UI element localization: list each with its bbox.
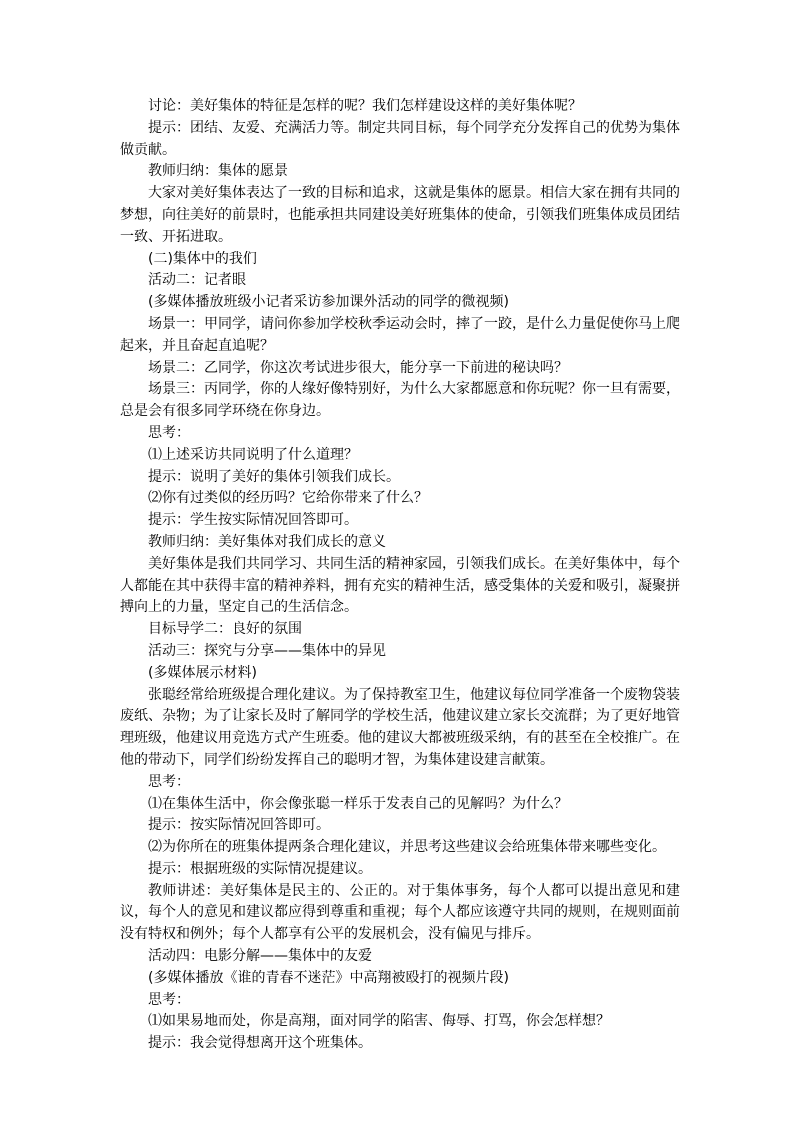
paragraph-question: ⑵你有过类似的经历吗？它给你带来了什么？ xyxy=(148,490,428,507)
paragraph-hint: 提示：根据班级的实际情况提建议。 xyxy=(148,860,372,877)
paragraph-teacher-summary: 教师归纳：美好集体对我们成长的意义 xyxy=(148,533,386,550)
paragraph-body: 美好集体是我们共同学习、共同生活的精神家园，引领我们成长。在美好集体中，每个人都能在其中获得丰富的精神养料，拥有充实的精神生活，感受集体的关爱和吸引，凝聚拼搏向上的力量，坚定自己的生活信念。 xyxy=(120,555,680,616)
paragraph-media-note: (多媒体播放班级小记者采访参加课外活动的同学的微视频) xyxy=(148,294,509,311)
paragraph-activity: 活动三：探究与分享——集体中的异见 xyxy=(148,642,386,659)
paragraph-activity: 活动二：记者眼 xyxy=(148,272,246,289)
paragraph-think: 思考： xyxy=(148,991,190,1008)
section-heading: 目标导学二：良好的氛围 xyxy=(148,621,302,638)
paragraph-scene: 场景一：甲同学，请问你参加学校秋季运动会时，摔了一跤，是什么力量促使你马上爬起来，并且奋起直追呢？ xyxy=(120,315,680,354)
document-page xyxy=(120,96,680,1055)
paragraph-think: 思考： xyxy=(148,773,190,790)
paragraph-media-note: (多媒体播放《谁的青春不迷茫》中高翔被殴打的视频片段) xyxy=(148,969,509,986)
paragraph-discussion: 讨论：美好集体的特征是怎样的呢？我们怎样建设这样的美好集体呢？ xyxy=(148,98,582,114)
paragraph-question: ⑵为你所在的班集体提两条合理化建议，并思考这些建议会给班集体带来哪些变化。 xyxy=(148,839,666,856)
paragraph-hint: 提示：我会觉得想离开这个班集体。 xyxy=(148,1035,372,1052)
paragraph-question: ⑴如果易地而处，你是高翔，面对同学的陷害、侮辱、打骂，你会怎样想？ xyxy=(148,1013,610,1030)
paragraph-activity: 活动四：电影分解——集体中的友爱 xyxy=(148,948,372,965)
paragraph-question: ⑴上述采访共同说明了什么道理？ xyxy=(148,446,358,463)
paragraph-scene: 场景三：丙同学，你的人缘好像特别好，为什么大家都愿意和你玩呢？你一旦有需要，总是会有很多同学环绕在你身边。 xyxy=(120,381,680,420)
paragraph-hint: 提示：学生按实际情况回答即可。 xyxy=(148,512,358,529)
paragraph-body: 大家对美好集体表达了一致的目标和追求，这就是集体的愿景。相信大家在拥有共同的梦想，向往美好的前景时，也能承担共同建设美好班集体的使命，引领我们班集体成员团结一致、开拓进取。 xyxy=(120,185,680,245)
paragraph-hint: 提示：说明了美好的集体引领我们成长。 xyxy=(148,468,400,485)
paragraph-teacher-summary: 教师归纳：集体的愿景 xyxy=(148,163,288,180)
paragraph-hint: 提示：按实际情况回答即可。 xyxy=(148,817,330,834)
paragraph-media-note: (多媒体展示材料) xyxy=(148,664,257,681)
paragraph-question: ⑴在集体生活中，你会像张聪一样乐于发表自己的见解吗？为什么？ xyxy=(148,795,568,812)
paragraph-body: 张聪经常给班级提合理化建议。为了保持教室卫生，他建议每位同学准备一个废物袋装废纸、杂物；为了让家长及时了解同学的学校生活，他建议建立家长交流群；为了更好地管理班级，他建议用竞选方式产生班委。他的建议大都被班级采纳，有的甚至在全校推广。在他的带动下，同学们纷纷发挥自己的聪明才智，为集体建设建言献策。 xyxy=(120,686,680,768)
paragraph-teacher-lecture: 教师讲述：美好集体是民主的、公正的。对于集体事务，每个人都可以提出意见和建议，每个人的意见和建议都应得到尊重和重视；每个人都应该遵守共同的规则，在规则面前没有特权和例外；每个人都享有公平的发展机会，没有偏见与排斥。 xyxy=(120,882,680,943)
paragraph-scene: 场景二：乙同学，你这次考试进步很大，能分享一下前进的秘诀吗？ xyxy=(148,359,568,376)
paragraph-think: 思考： xyxy=(148,424,190,441)
section-heading: (二)集体中的我们 xyxy=(148,250,257,267)
paragraph-hint: 提示：团结、友爱、充满活力等。制定共同目标，每个同学充分发挥自己的优势为集体做贡献。 xyxy=(120,119,680,158)
